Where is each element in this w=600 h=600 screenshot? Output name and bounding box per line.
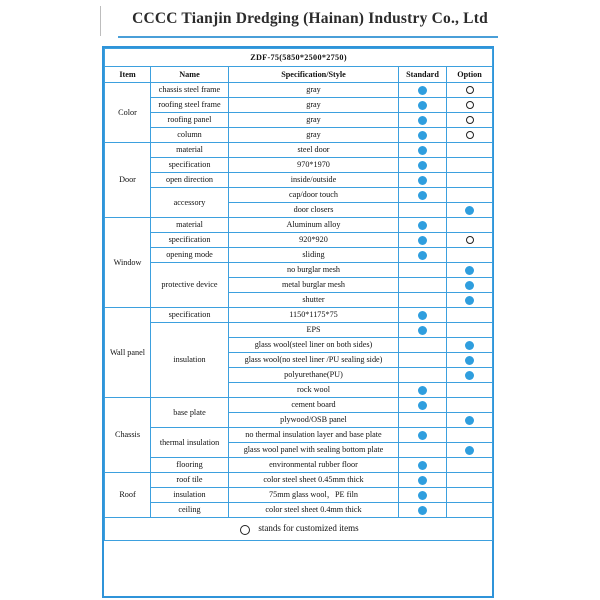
option-cell bbox=[447, 83, 493, 98]
standard-dot bbox=[418, 101, 427, 110]
standard-cell bbox=[399, 263, 447, 278]
standard-cell bbox=[399, 308, 447, 323]
row-name: flooring bbox=[151, 458, 229, 473]
table-row bbox=[105, 488, 493, 503]
option-cell bbox=[447, 158, 493, 173]
standard-cell bbox=[399, 218, 447, 233]
option-cell bbox=[447, 128, 493, 143]
table-row bbox=[105, 98, 493, 113]
standard-cell bbox=[399, 113, 447, 128]
table-row bbox=[105, 323, 493, 338]
standard-cell bbox=[399, 203, 447, 218]
row-name: material bbox=[151, 143, 229, 158]
option-circle bbox=[466, 236, 474, 244]
table-row bbox=[105, 158, 493, 173]
standard-cell bbox=[399, 428, 447, 443]
standard-dot bbox=[418, 131, 427, 140]
option-cell bbox=[447, 398, 493, 413]
option-cell bbox=[447, 278, 493, 293]
standard-cell bbox=[399, 98, 447, 113]
row-name: specification bbox=[151, 308, 229, 323]
option-circle bbox=[466, 86, 474, 94]
group-label-1: Color bbox=[105, 83, 151, 143]
standard-dot bbox=[418, 401, 427, 410]
option-cell bbox=[447, 188, 493, 203]
group-label-4: Wall panel bbox=[105, 308, 151, 398]
row-spec: steel door bbox=[229, 143, 399, 158]
standard-dot bbox=[418, 251, 427, 260]
standard-dot bbox=[465, 371, 474, 380]
option-cell bbox=[447, 173, 493, 188]
row-spec: polyurethane(PU) bbox=[229, 368, 399, 383]
option-cell bbox=[447, 488, 493, 503]
row-name: specification bbox=[151, 158, 229, 173]
standard-cell bbox=[399, 368, 447, 383]
standard-dot bbox=[418, 311, 427, 320]
standard-dot bbox=[418, 386, 427, 395]
standard-cell bbox=[399, 293, 447, 308]
standard-cell bbox=[399, 188, 447, 203]
option-circle-legend-icon bbox=[240, 525, 250, 535]
row-name: roofing panel bbox=[151, 113, 229, 128]
row-spec: gray bbox=[229, 83, 399, 98]
table-title-row bbox=[105, 49, 493, 67]
standard-dot bbox=[465, 356, 474, 365]
standard-dot bbox=[418, 221, 427, 230]
standard-dot bbox=[465, 416, 474, 425]
row-spec: glass wool(no steel liner /PU sealing side) bbox=[229, 353, 399, 368]
row-spec: sliding bbox=[229, 248, 399, 263]
column-header-5: Option bbox=[447, 67, 493, 83]
option-cell bbox=[447, 113, 493, 128]
column-header-4: Standard bbox=[399, 67, 447, 83]
group-label-3: Window bbox=[105, 218, 151, 308]
option-circle bbox=[466, 116, 474, 124]
row-spec: plywood/OSB panel bbox=[229, 413, 399, 428]
row-name: base plate bbox=[151, 398, 229, 428]
table-row bbox=[105, 458, 493, 473]
standard-dot bbox=[418, 461, 427, 470]
option-cell bbox=[447, 218, 493, 233]
option-cell bbox=[447, 338, 493, 353]
row-name: chassis steel frame bbox=[151, 83, 229, 98]
group-label-6: Roof bbox=[105, 473, 151, 518]
row-spec: rock wool bbox=[229, 383, 399, 398]
table-row bbox=[105, 248, 493, 263]
standard-dot bbox=[418, 491, 427, 500]
standard-dot bbox=[465, 266, 474, 275]
option-cell bbox=[447, 458, 493, 473]
group-label-2: Door bbox=[105, 143, 151, 218]
row-spec: 970*1970 bbox=[229, 158, 399, 173]
table-title: ZDF-75(5850*2500*2750) bbox=[105, 49, 493, 67]
column-header-1: Item bbox=[105, 67, 151, 83]
row-name: thermal insulation bbox=[151, 428, 229, 458]
table-row bbox=[105, 143, 493, 158]
option-cell bbox=[447, 503, 493, 518]
row-spec: door closers bbox=[229, 203, 399, 218]
standard-dot bbox=[465, 341, 474, 350]
row-spec: gray bbox=[229, 128, 399, 143]
option-cell bbox=[447, 98, 493, 113]
table-row bbox=[105, 113, 493, 128]
standard-cell bbox=[399, 488, 447, 503]
standard-cell bbox=[399, 353, 447, 368]
header-divider bbox=[100, 6, 101, 36]
row-spec: glass wool(steel liner on both sides) bbox=[229, 338, 399, 353]
row-name: accessory bbox=[151, 188, 229, 218]
row-spec: metal burglar mesh bbox=[229, 278, 399, 293]
option-cell bbox=[447, 293, 493, 308]
standard-cell bbox=[399, 398, 447, 413]
specification-table bbox=[104, 48, 493, 541]
option-circle bbox=[466, 131, 474, 139]
row-spec: 920*920 bbox=[229, 233, 399, 248]
option-circle bbox=[466, 101, 474, 109]
standard-cell bbox=[399, 233, 447, 248]
standard-cell bbox=[399, 413, 447, 428]
row-spec: color steel sheet 0.4mm thick bbox=[229, 503, 399, 518]
row-spec: EPS bbox=[229, 323, 399, 338]
row-name: specification bbox=[151, 233, 229, 248]
standard-cell bbox=[399, 458, 447, 473]
standard-dot bbox=[418, 326, 427, 335]
row-name: opening mode bbox=[151, 248, 229, 263]
standard-dot bbox=[418, 191, 427, 200]
row-spec: 1150*1175*75 bbox=[229, 308, 399, 323]
row-spec: shutter bbox=[229, 293, 399, 308]
row-spec: 75mm glass wool，PE filn bbox=[229, 488, 399, 503]
note-row bbox=[105, 518, 493, 541]
option-cell bbox=[447, 143, 493, 158]
column-header-3: Specification/Style bbox=[229, 67, 399, 83]
standard-dot bbox=[418, 146, 427, 155]
standard-cell bbox=[399, 248, 447, 263]
table-row bbox=[105, 128, 493, 143]
standard-dot bbox=[418, 476, 427, 485]
option-cell bbox=[447, 263, 493, 278]
row-spec: color steel sheet 0.45mm thick bbox=[229, 473, 399, 488]
row-spec: no burglar mesh bbox=[229, 263, 399, 278]
row-spec: gray bbox=[229, 113, 399, 128]
row-name: material bbox=[151, 218, 229, 233]
table-row bbox=[105, 83, 493, 98]
group-label-5: Chassis bbox=[105, 398, 151, 473]
table-row bbox=[105, 233, 493, 248]
table-row bbox=[105, 188, 493, 203]
option-cell bbox=[447, 413, 493, 428]
option-cell bbox=[447, 323, 493, 338]
standard-dot bbox=[418, 161, 427, 170]
row-name: protective device bbox=[151, 263, 229, 308]
table-header-row bbox=[105, 67, 493, 83]
column-header-2: Name bbox=[151, 67, 229, 83]
standard-cell bbox=[399, 383, 447, 398]
standard-dot bbox=[465, 281, 474, 290]
standard-cell bbox=[399, 83, 447, 98]
company-title: CCCC Tianjin Dredging (Hainan) Industry Co., Ltd bbox=[132, 10, 488, 27]
table-row bbox=[105, 428, 493, 443]
standard-cell bbox=[399, 473, 447, 488]
standard-cell bbox=[399, 128, 447, 143]
spec-table-frame bbox=[102, 46, 494, 598]
option-cell bbox=[447, 353, 493, 368]
option-cell bbox=[447, 368, 493, 383]
standard-dot bbox=[418, 116, 427, 125]
standard-dot bbox=[418, 506, 427, 515]
option-cell bbox=[447, 428, 493, 443]
row-name: roofing steel frame bbox=[151, 98, 229, 113]
table-row bbox=[105, 173, 493, 188]
table-row bbox=[105, 503, 493, 518]
standard-cell bbox=[399, 143, 447, 158]
option-cell bbox=[447, 383, 493, 398]
standard-cell bbox=[399, 338, 447, 353]
option-cell bbox=[447, 233, 493, 248]
row-spec: glass wool panel with sealing bottom plate bbox=[229, 443, 399, 458]
standard-cell bbox=[399, 278, 447, 293]
standard-dot bbox=[418, 176, 427, 185]
header-underline bbox=[118, 36, 498, 38]
row-spec: cap/door touch bbox=[229, 188, 399, 203]
row-name: ceiling bbox=[151, 503, 229, 518]
standard-dot bbox=[465, 446, 474, 455]
standard-cell bbox=[399, 503, 447, 518]
row-name: column bbox=[151, 128, 229, 143]
table-row bbox=[105, 473, 493, 488]
option-cell bbox=[447, 308, 493, 323]
option-cell bbox=[447, 473, 493, 488]
row-spec: environmental rubber floor bbox=[229, 458, 399, 473]
note-cell bbox=[105, 518, 493, 541]
standard-cell bbox=[399, 443, 447, 458]
row-spec: cement board bbox=[229, 398, 399, 413]
standard-dot bbox=[465, 296, 474, 305]
standard-dot bbox=[465, 206, 474, 215]
standard-dot bbox=[418, 86, 427, 95]
option-cell bbox=[447, 203, 493, 218]
standard-cell bbox=[399, 323, 447, 338]
standard-dot bbox=[418, 431, 427, 440]
table-row bbox=[105, 263, 493, 278]
option-cell bbox=[447, 443, 493, 458]
standard-cell bbox=[399, 158, 447, 173]
note-text: stands for customized items bbox=[258, 523, 359, 534]
document-header bbox=[0, 0, 600, 42]
row-spec: no thermal insulation layer and base plate bbox=[229, 428, 399, 443]
table-row bbox=[105, 308, 493, 323]
row-spec: gray bbox=[229, 98, 399, 113]
standard-cell bbox=[399, 173, 447, 188]
table-row bbox=[105, 218, 493, 233]
row-name: insulation bbox=[151, 323, 229, 398]
row-name: insulation bbox=[151, 488, 229, 503]
row-name: open direction bbox=[151, 173, 229, 188]
row-name: roof tile bbox=[151, 473, 229, 488]
row-spec: Aluminum alloy bbox=[229, 218, 399, 233]
standard-dot bbox=[418, 236, 427, 245]
table-row bbox=[105, 398, 493, 413]
option-cell bbox=[447, 248, 493, 263]
row-spec: inside/outside bbox=[229, 173, 399, 188]
